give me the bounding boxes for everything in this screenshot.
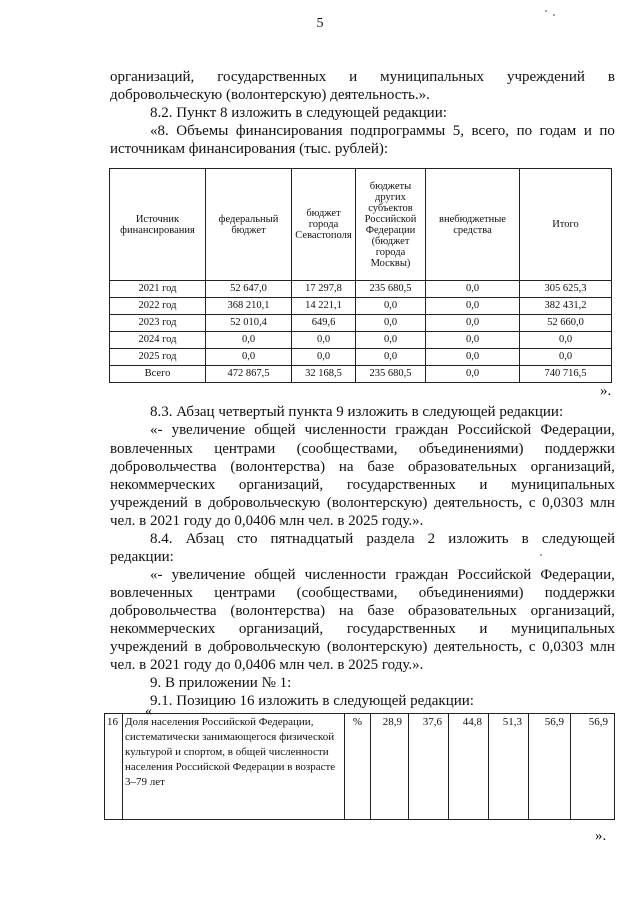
paragraph-line	[150, 421, 615, 439]
value-cell: 0,0	[292, 349, 356, 366]
closing-quote: ».	[595, 828, 607, 844]
word: Федерации,	[540, 422, 615, 438]
value-cell: 28,9	[371, 714, 409, 820]
word: базе	[367, 603, 395, 619]
paragraph-line	[110, 584, 615, 602]
word: вовлеченных	[110, 585, 193, 601]
value-cell: 235 680,5	[356, 366, 426, 383]
value-cell: 32 168,5	[292, 366, 356, 383]
value-cell: 472 867,5	[206, 366, 292, 383]
table-row	[110, 298, 612, 315]
col-header-total: Итого	[520, 169, 612, 281]
value-cell: 0,0	[356, 315, 426, 332]
value-cell: 56,9	[529, 714, 571, 820]
word: некоммерческих	[110, 621, 216, 637]
value-cell: 0,0	[426, 349, 520, 366]
word: государственных	[346, 621, 456, 637]
paragraph-line	[110, 638, 615, 656]
word: деятельность,	[433, 495, 523, 511]
word: добровольческую	[208, 495, 321, 511]
table-row	[110, 349, 612, 366]
value-cell: 51,3	[489, 714, 529, 820]
paragraph-line	[150, 122, 615, 140]
value-cell: 0,0	[206, 349, 292, 366]
word: годам	[539, 123, 577, 139]
word: Абзац	[185, 531, 224, 547]
word: подпрограммы	[350, 123, 446, 139]
word: (волонтерскую)	[326, 639, 428, 655]
paragraph-line	[110, 602, 615, 620]
value-cell: 17 297,8	[292, 281, 356, 298]
word: в	[521, 531, 529, 547]
scan-artifact	[553, 14, 555, 16]
table-row	[110, 281, 612, 298]
word: организаций,	[238, 477, 324, 493]
value-cell: 52 010,4	[206, 315, 292, 332]
indicator-table	[104, 713, 615, 820]
word: увеличение	[171, 567, 246, 583]
paragraph-line	[110, 440, 615, 458]
word: муниципальных	[511, 621, 615, 637]
word: 2	[427, 531, 436, 547]
word: общей	[254, 422, 296, 438]
word: (сообществами,	[296, 585, 398, 601]
table-row	[110, 315, 612, 332]
word: деятельность,	[433, 639, 523, 655]
word: в	[194, 495, 202, 511]
word: сто	[236, 531, 258, 547]
word: добровольчества	[110, 459, 217, 475]
word: и	[479, 621, 488, 637]
word: и	[583, 123, 592, 139]
value-cell: 0,0	[206, 332, 292, 349]
paragraph-line: добровольческую (волонтерскую) деятельность.».	[110, 87, 430, 103]
paragraph-line	[110, 458, 615, 476]
word: учреждений	[110, 639, 188, 655]
unit-cell: %	[345, 714, 371, 820]
word: вовлеченных	[110, 441, 193, 457]
value-cell: 235 680,5	[356, 281, 426, 298]
opening-quote: «	[145, 704, 152, 719]
word: с	[528, 495, 536, 511]
word: объединениями)	[418, 441, 524, 457]
row-label-cell: 2024 год	[110, 332, 206, 349]
word: «-	[150, 567, 163, 583]
value-cell: 0,0	[356, 349, 426, 366]
word: граждан	[395, 422, 449, 438]
word: муниципальных	[380, 69, 484, 85]
value-cell: 52 647,0	[206, 281, 292, 298]
word: 5,	[452, 123, 464, 139]
value-cell: 0,0	[292, 332, 356, 349]
word: муниципальных	[511, 477, 615, 493]
word: поддержки	[544, 441, 615, 457]
row-label-cell: 2023 год	[110, 315, 206, 332]
paragraph-heading-8-3: 8.3. Абзац четвертый пункта 9 изложить в следующей редакции:	[150, 404, 564, 420]
word: в	[607, 69, 615, 85]
value-cell: 649,6	[292, 315, 356, 332]
scan-artifact	[540, 554, 542, 556]
value-cell: 52 660,0	[520, 315, 612, 332]
word: некоммерческих	[110, 477, 216, 493]
word: Федерации,	[540, 567, 615, 583]
table-row	[110, 366, 612, 383]
word: по	[516, 123, 533, 139]
paragraph-heading-9-1: 9.1. Позицию 16 изложить в следующей редакции:	[150, 693, 474, 709]
word: Российской	[457, 567, 532, 583]
word: учреждений	[506, 69, 585, 85]
value-cell: 0,0	[426, 298, 520, 315]
word: Российской	[457, 422, 532, 438]
position-number: 16	[105, 714, 123, 820]
word: пятнадцатый	[270, 531, 354, 547]
col-header-sevastopol: бюджет города Севастополя	[292, 169, 356, 281]
col-header-other-subjects: бюджеты других субъектов Российской Федерации (бюджет города Москвы)	[356, 169, 426, 281]
word: добровольческую	[208, 639, 321, 655]
value-cell: 0,0	[356, 298, 426, 315]
indicator-description: Доля населения Российской Федерации, систематически занимающегося физической культурой и спортом, в общей численности населения Российской Федерации в возрасте 3–79 лет	[123, 714, 345, 820]
word: государственных	[217, 69, 327, 85]
word: Объемы	[176, 123, 229, 139]
paragraph-heading-8-2: 8.2. Пункт 8 изложить в следующей редакции:	[150, 105, 447, 121]
row-label-cell: 2025 год	[110, 349, 206, 366]
row-label-cell: Всего	[110, 366, 206, 383]
word: (волонтерства)	[230, 603, 326, 619]
value-cell: 0,0	[356, 332, 426, 349]
word: следующей	[541, 531, 615, 547]
scan-artifact	[545, 10, 547, 12]
page-number: 5	[316, 16, 324, 31]
word: базе	[367, 459, 395, 475]
word: учреждений	[110, 495, 188, 511]
word: по	[599, 123, 615, 139]
word: (волонтерскую)	[326, 495, 428, 511]
row-label-cell: 2021 год	[110, 281, 206, 298]
word: раздела	[366, 531, 415, 547]
value-cell: 0,0	[520, 332, 612, 349]
word: образовательных	[407, 459, 517, 475]
word: и	[479, 477, 488, 493]
closing-quote: ».	[600, 383, 612, 399]
paragraph-line	[150, 566, 615, 584]
row-label-cell: 2022 год	[110, 298, 206, 315]
value-cell: 0,0	[520, 349, 612, 366]
word: (волонтерства)	[230, 459, 326, 475]
word: организаций,	[530, 459, 615, 475]
paragraph-line: источникам финансирования (тыс. рублей):	[110, 141, 389, 157]
value-cell: 44,8	[449, 714, 489, 820]
word: с	[528, 639, 536, 655]
col-header-source: Источник финансирования	[110, 169, 206, 281]
word: центрами	[214, 585, 276, 601]
word: поддержки	[544, 585, 615, 601]
value-cell: 14 221,1	[292, 298, 356, 315]
value-cell: 368 210,1	[206, 298, 292, 315]
word: центрами	[214, 441, 276, 457]
table-row	[110, 332, 612, 349]
paragraph-line: чел. в 2021 году до 0,0406 млн чел. в 2025 году.».	[110, 513, 424, 529]
paragraph-heading-8-4	[150, 530, 615, 548]
paragraph-heading-9: 9. В приложении № 1:	[150, 675, 292, 691]
financing-table	[109, 168, 612, 383]
value-cell: 56,9	[571, 714, 615, 820]
word: финансирования	[235, 123, 343, 139]
value-cell: 0,0	[426, 281, 520, 298]
word: на	[338, 459, 354, 475]
word: в	[194, 639, 202, 655]
value-cell: 0,0	[426, 332, 520, 349]
value-cell: 305 625,3	[520, 281, 612, 298]
word: добровольчества	[110, 603, 217, 619]
word: «8.	[150, 123, 169, 139]
word: образовательных	[407, 603, 517, 619]
word: млн	[589, 495, 615, 511]
paragraph-line	[110, 68, 615, 86]
word: 0,0303	[542, 495, 584, 511]
word: численности	[304, 567, 387, 583]
word: 8.4.	[150, 531, 173, 547]
word: (сообществами,	[296, 441, 398, 457]
paragraph-line	[110, 620, 615, 638]
word: млн	[589, 639, 615, 655]
col-header-extrabudgetary: внебюджетные средства	[426, 169, 520, 281]
col-header-federal: федеральный бюджет	[206, 169, 292, 281]
word: граждан	[395, 567, 449, 583]
word: организаций,	[238, 621, 324, 637]
word: организаций,	[110, 69, 195, 85]
paragraph-line	[110, 476, 615, 494]
word: 0,0303	[542, 639, 584, 655]
value-cell: 0,0	[426, 315, 520, 332]
word: увеличение	[171, 422, 246, 438]
paragraph-line	[110, 494, 615, 512]
word: на	[338, 603, 354, 619]
word: организаций,	[530, 603, 615, 619]
paragraph-line: редакции:	[110, 549, 174, 565]
paragraph-line: чел. в 2021 году до 0,0406 млн чел. в 2025 году.».	[110, 657, 424, 673]
word: общей	[254, 567, 296, 583]
word: изложить	[448, 531, 509, 547]
word: всего,	[471, 123, 510, 139]
word: объединениями)	[418, 585, 524, 601]
value-cell: 37,6	[409, 714, 449, 820]
value-cell: 382 431,2	[520, 298, 612, 315]
word: «-	[150, 422, 163, 438]
value-cell: 740 716,5	[520, 366, 612, 383]
word: государственных	[346, 477, 456, 493]
value-cell: 0,0	[426, 366, 520, 383]
word: и	[349, 69, 358, 85]
word: численности	[304, 422, 387, 438]
